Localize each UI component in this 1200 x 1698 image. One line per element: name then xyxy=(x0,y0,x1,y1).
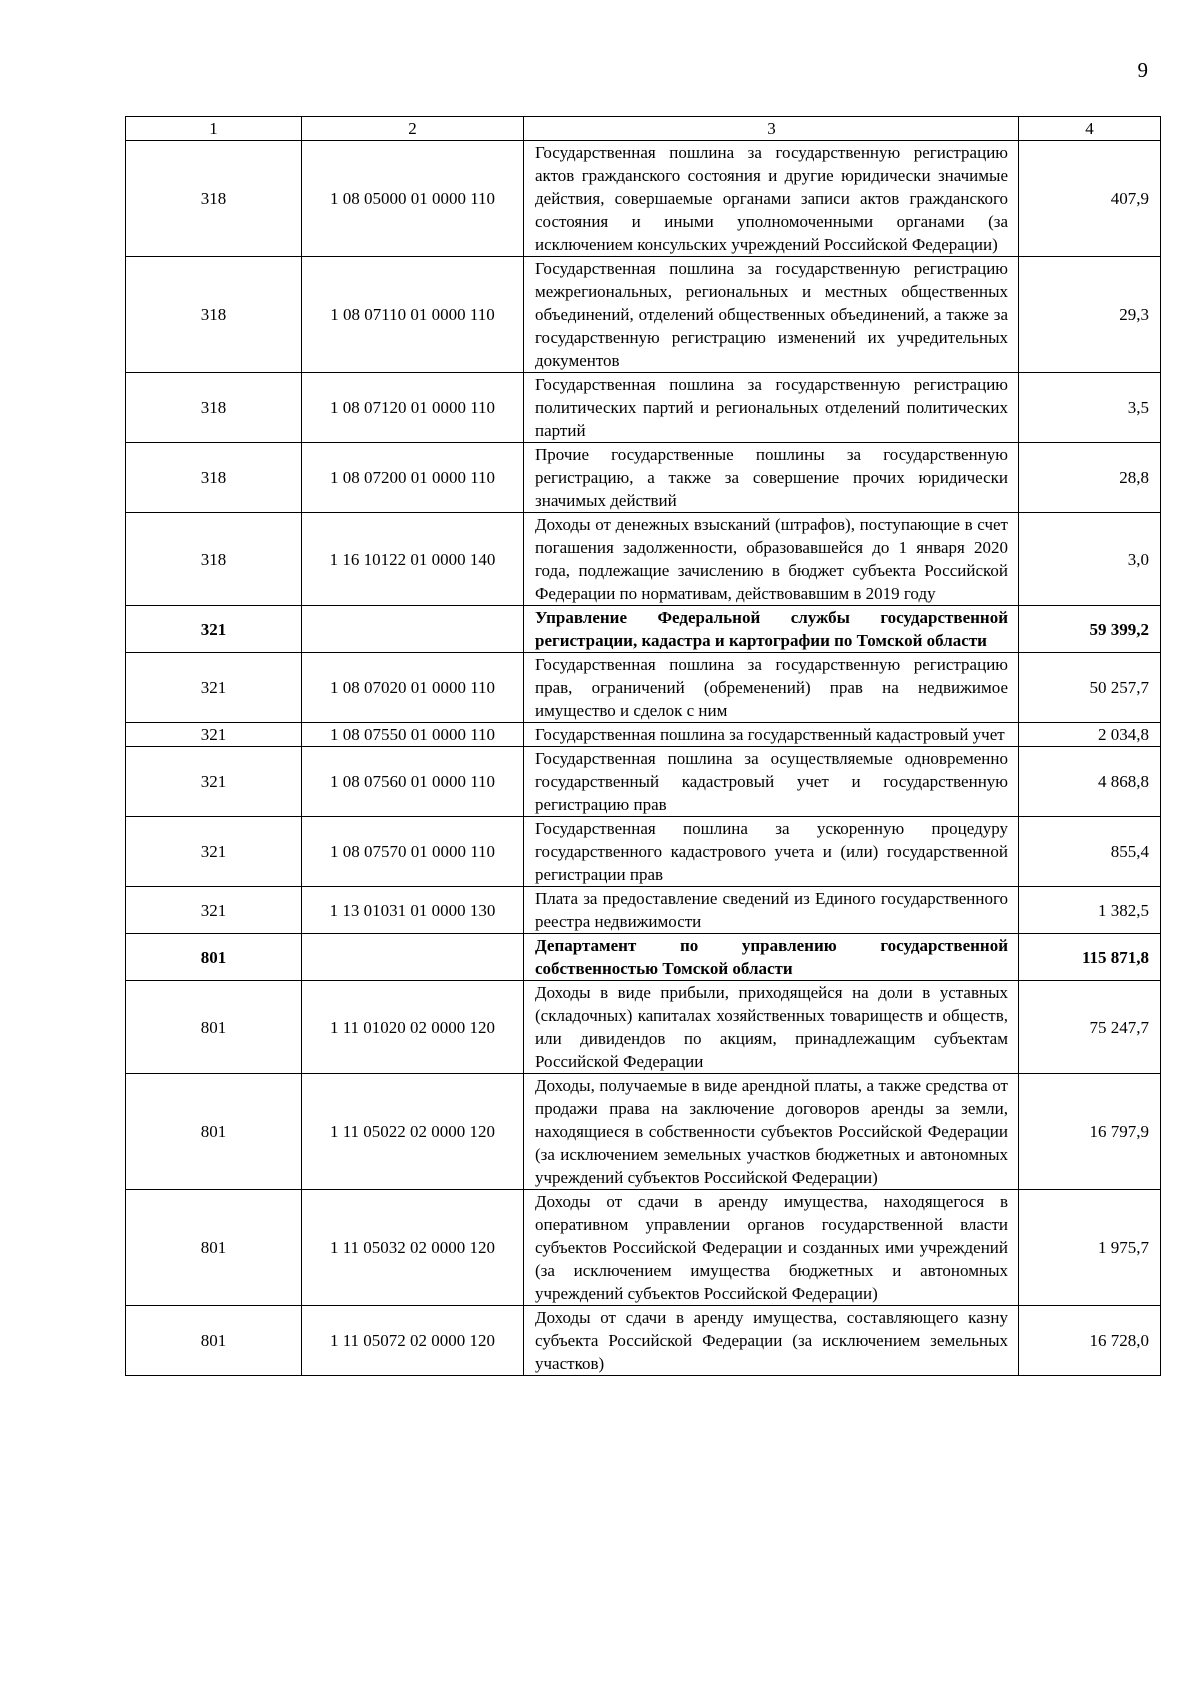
revenue-code-cell: 1 08 07020 01 0000 110 xyxy=(302,653,524,723)
revenue-code-cell: 1 11 05072 02 0000 120 xyxy=(302,1306,524,1376)
table-header-row xyxy=(126,117,1161,141)
amount-cell: 16 797,9 xyxy=(1019,1074,1161,1190)
admin-code-cell: 321 xyxy=(126,817,302,887)
revenue-code-cell: 1 08 07200 01 0000 110 xyxy=(302,443,524,513)
revenue-code-cell xyxy=(302,606,524,653)
admin-code-cell: 321 xyxy=(126,723,302,747)
description-cell: Доходы от сдачи в аренду имущества, находящегося в оперативном управлении органов государственной власти субъектов Российской Федерации и созданных ими учреждений (за исключением имущества бюджетных и автономных учреждений субъектов Российской Федерации) xyxy=(524,1190,1019,1306)
description-cell: Государственная пошлина за государственный кадастровый учет xyxy=(524,723,1019,747)
table-row xyxy=(126,513,1161,606)
amount-cell: 28,8 xyxy=(1019,443,1161,513)
amount-cell: 50 257,7 xyxy=(1019,653,1161,723)
description-cell: Плата за предоставление сведений из Единого государственного реестра недвижимости xyxy=(524,887,1019,934)
admin-code-cell: 801 xyxy=(126,1190,302,1306)
column-header-1: 1 xyxy=(126,117,302,141)
amount-cell: 3,0 xyxy=(1019,513,1161,606)
description-cell: Государственная пошлина за государственную регистрацию политических партий и региональных отделений политических партий xyxy=(524,373,1019,443)
description-cell: Государственная пошлина за государственную регистрацию межрегиональных, региональных и местных общественных объединений, отделений общественных объединений, а также за государственную регистрацию изменений их учредительных документов xyxy=(524,257,1019,373)
description-cell: Доходы от сдачи в аренду имущества, составляющего казну субъекта Российской Федерации (за исключением земельных участков) xyxy=(524,1306,1019,1376)
table-row xyxy=(126,817,1161,887)
amount-cell: 115 871,8 xyxy=(1019,934,1161,981)
admin-code-cell: 318 xyxy=(126,373,302,443)
amount-cell: 4 868,8 xyxy=(1019,747,1161,817)
description-cell: Департамент по управлению государственной собственностью Томской области xyxy=(524,934,1019,981)
table-section-row xyxy=(126,934,1161,981)
revenue-code-cell: 1 08 07550 01 0000 110 xyxy=(302,723,524,747)
revenue-code-cell xyxy=(302,934,524,981)
table-row xyxy=(126,653,1161,723)
admin-code-cell: 318 xyxy=(126,443,302,513)
admin-code-cell: 801 xyxy=(126,981,302,1074)
amount-cell: 3,5 xyxy=(1019,373,1161,443)
table-row xyxy=(126,1306,1161,1376)
amount-cell: 16 728,0 xyxy=(1019,1306,1161,1376)
table-row xyxy=(126,1074,1161,1190)
admin-code-cell: 318 xyxy=(126,513,302,606)
table-row xyxy=(126,1190,1161,1306)
table-row xyxy=(126,747,1161,817)
revenue-code-cell: 1 08 07110 01 0000 110 xyxy=(302,257,524,373)
revenue-code-cell: 1 11 01020 02 0000 120 xyxy=(302,981,524,1074)
column-header-2: 2 xyxy=(302,117,524,141)
description-cell: Доходы в виде прибыли, приходящейся на доли в уставных (складочных) капиталах хозяйственных товариществ и обществ, или дивидендов по акциям, принадлежащим субъектам Российской Федерации xyxy=(524,981,1019,1074)
description-cell: Государственная пошлина за осуществляемые одновременно государственный кадастровый учет и государственную регистрацию прав xyxy=(524,747,1019,817)
admin-code-cell: 801 xyxy=(126,934,302,981)
column-header-4: 4 xyxy=(1019,117,1161,141)
admin-code-cell: 321 xyxy=(126,747,302,817)
amount-cell: 2 034,8 xyxy=(1019,723,1161,747)
admin-code-cell: 321 xyxy=(126,653,302,723)
revenue-code-cell: 1 08 05000 01 0000 110 xyxy=(302,141,524,257)
revenue-code-cell: 1 08 07120 01 0000 110 xyxy=(302,373,524,443)
revenue-code-cell: 1 11 05032 02 0000 120 xyxy=(302,1190,524,1306)
amount-cell: 59 399,2 xyxy=(1019,606,1161,653)
description-cell: Доходы, получаемые в виде арендной платы, а также средства от продажи права на заключение договоров аренды за земли, находящиеся в собственности субъектов Российской Федерации (за исключением земельных участков бюджетных и автономных учреждений субъектов Российской Федерации) xyxy=(524,1074,1019,1190)
admin-code-cell: 318 xyxy=(126,141,302,257)
amount-cell: 855,4 xyxy=(1019,817,1161,887)
amount-cell: 1 975,7 xyxy=(1019,1190,1161,1306)
description-cell: Государственная пошлина за государственную регистрацию актов гражданского состояния и другие юридически значимые действия, совершаемые органами записи актов гражданского состояния и иными уполномоченными органами (за исключением консульских учреждений Российской Федерации) xyxy=(524,141,1019,257)
revenue-code-cell: 1 16 10122 01 0000 140 xyxy=(302,513,524,606)
description-cell: Управление Федеральной службы государственной регистрации, кадастра и картографии по Томской области xyxy=(524,606,1019,653)
revenue-code-cell: 1 08 07570 01 0000 110 xyxy=(302,817,524,887)
page-number: 9 xyxy=(1137,58,1148,82)
revenue-table xyxy=(125,116,1161,1376)
table-row xyxy=(126,887,1161,934)
admin-code-cell: 801 xyxy=(126,1306,302,1376)
table-row xyxy=(126,443,1161,513)
admin-code-cell: 321 xyxy=(126,606,302,653)
revenue-code-cell: 1 11 05022 02 0000 120 xyxy=(302,1074,524,1190)
table-row xyxy=(126,257,1161,373)
table-body xyxy=(126,117,1161,1376)
description-cell: Доходы от денежных взысканий (штрафов), поступающие в счет погашения задолженности, образовавшейся до 1 января 2020 года, подлежащие зачислению в бюджет субъекта Российской Федерации по нормативам, действовавшим в 2019 году xyxy=(524,513,1019,606)
table-row xyxy=(126,373,1161,443)
revenue-code-cell: 1 13 01031 01 0000 130 xyxy=(302,887,524,934)
column-header-3: 3 xyxy=(524,117,1019,141)
amount-cell: 29,3 xyxy=(1019,257,1161,373)
description-cell: Государственная пошлина за ускоренную процедуру государственного кадастрового учета и (или) государственной регистрации прав xyxy=(524,817,1019,887)
amount-cell: 75 247,7 xyxy=(1019,981,1161,1074)
table-row xyxy=(126,723,1161,747)
admin-code-cell: 321 xyxy=(126,887,302,934)
admin-code-cell: 801 xyxy=(126,1074,302,1190)
table-section-row xyxy=(126,606,1161,653)
table-row xyxy=(126,981,1161,1074)
description-cell: Прочие государственные пошлины за государственную регистрацию, а также за совершение прочих юридически значимых действий xyxy=(524,443,1019,513)
amount-cell: 407,9 xyxy=(1019,141,1161,257)
revenue-code-cell: 1 08 07560 01 0000 110 xyxy=(302,747,524,817)
table-row xyxy=(126,141,1161,257)
admin-code-cell: 318 xyxy=(126,257,302,373)
description-cell: Государственная пошлина за государственную регистрацию прав, ограничений (обременений) прав на недвижимое имущество и сделок с ним xyxy=(524,653,1019,723)
amount-cell: 1 382,5 xyxy=(1019,887,1161,934)
